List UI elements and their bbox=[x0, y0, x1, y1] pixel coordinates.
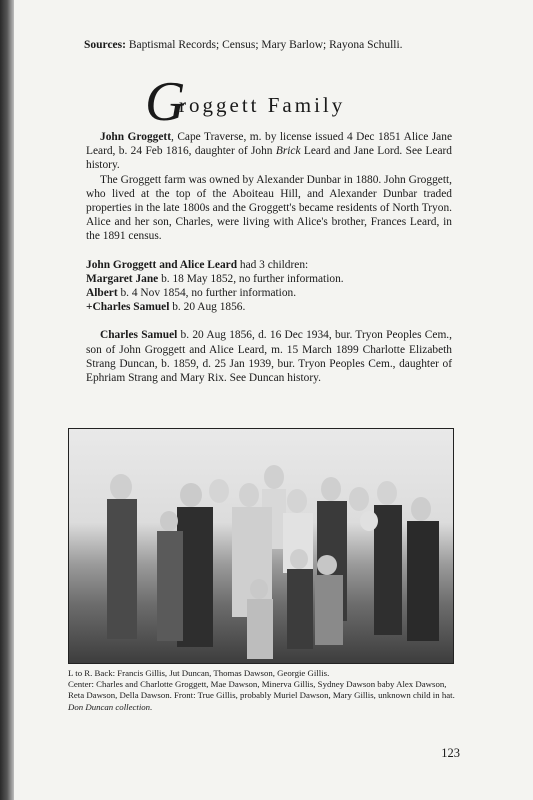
paragraph-charles-samuel bbox=[86, 328, 452, 385]
paragraph-john-groggett bbox=[86, 130, 452, 173]
caption-center-front-text: Center: Charles and Charlotte Groggett, Mae Dawson, Minerva Gillis, Sydney Dawson baby Alex Dawson, Reta Dawson, Della Dawson. Front: True Gillis, probably Muriel Dawson, Mary Gillis, unknown child in hat. bbox=[68, 679, 455, 701]
caption-line-center-front bbox=[68, 679, 458, 713]
caption-credit: Don Duncan collection. bbox=[68, 701, 153, 712]
body-text bbox=[86, 130, 452, 385]
p1-italic-brick: Brick bbox=[275, 145, 301, 158]
paragraph-groggett-farm: The Groggett farm was owned by Alexander Dunbar in 1880. John Groggett, who lived at the top of the Aboiteau Hill, and Alexander Dunbar traded properties in the late 1800s and the Groggett's became residents of North Tryon. Alice and her son, Charles, were living with Alice's brother, Frances Leard, in the 1891 census. bbox=[86, 173, 452, 243]
child-item-charles bbox=[86, 300, 452, 314]
family-photograph bbox=[68, 428, 454, 664]
p3-text: b. 20 Aug 1856, d. 16 Dec 1934, bur. Tryon Peoples Cem., son of John Groggett and Alice Leard, m. 15 March 1899 Charlotte Elizabeth Strang Duncan, b. 1859, d. 25 Jan 1939, bur. Tryon Peoples Cem., daughter of Ephriam Strang and Mary Rix. See Duncan history. bbox=[86, 329, 452, 385]
spacer bbox=[86, 314, 452, 328]
photo-caption bbox=[68, 668, 458, 713]
p1-text-part2: Leard and Jane Lord. See Leard history. bbox=[86, 145, 452, 172]
spacer bbox=[86, 244, 452, 258]
child-name: Albert bbox=[86, 287, 118, 300]
children-count-text: had 3 children: bbox=[237, 258, 309, 271]
child-detail: b. 20 Aug 1856. bbox=[169, 301, 246, 314]
page-title bbox=[145, 71, 445, 133]
child-detail: b. 4 Nov 1854, no further information. bbox=[117, 287, 297, 300]
child-name: +Charles Samuel bbox=[86, 301, 170, 314]
child-name: Margaret Jane bbox=[86, 272, 159, 285]
title-text: roggett Family bbox=[179, 93, 346, 117]
children-list bbox=[86, 258, 452, 315]
children-heading bbox=[86, 258, 452, 272]
child-detail: b. 18 May 1852, no further information. bbox=[158, 272, 344, 285]
photo-people-silhouettes bbox=[69, 429, 453, 663]
sources-label: Sources: bbox=[84, 39, 126, 51]
child-item-margaret bbox=[86, 272, 452, 286]
p1-text-part1: , Cape Traverse, m. by license issued 4 Dec 1851 Alice Jane Leard, b. 24 Feb 1816, daughter of John bbox=[86, 131, 452, 158]
sources-text: Baptismal Records; Census; Mary Barlow; Rayona Schulli. bbox=[125, 39, 403, 51]
title-initial: G bbox=[145, 71, 186, 133]
page-number: 123 bbox=[441, 746, 460, 760]
caption-line-back: L to R. Back: Francis Gillis, Jut Duncan, Thomas Dawson, Georgie Gillis. bbox=[68, 668, 330, 678]
sources-line bbox=[84, 38, 484, 52]
children-parents: John Groggett and Alice Leard bbox=[86, 258, 238, 271]
name-john-groggett: John Groggett bbox=[100, 131, 171, 143]
child-item-albert bbox=[86, 286, 452, 300]
name-charles-samuel: Charles Samuel bbox=[100, 329, 178, 342]
